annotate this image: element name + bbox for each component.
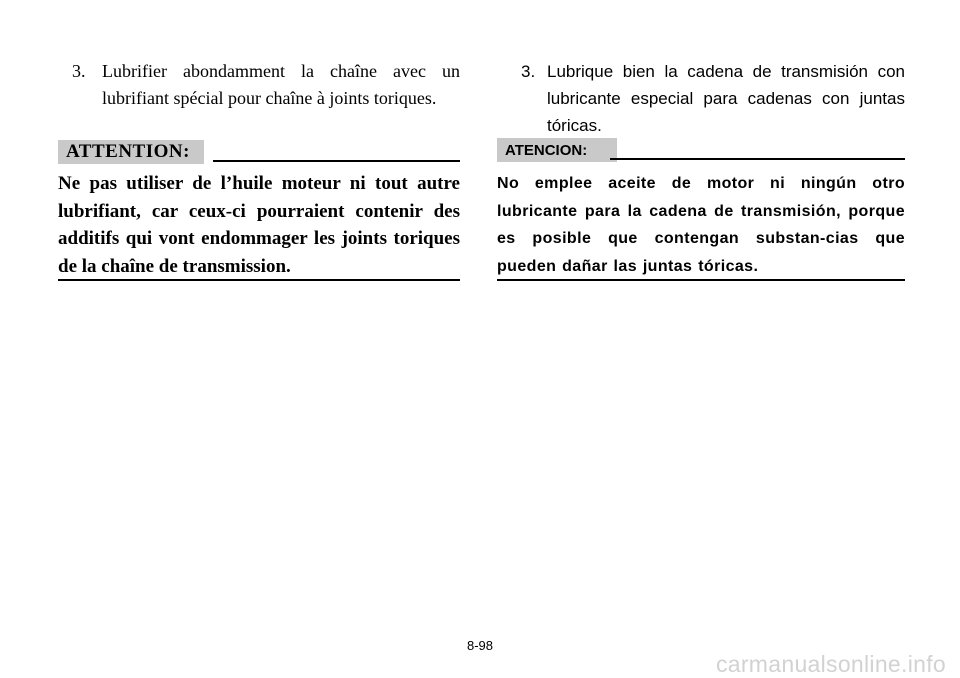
- caution-bottom-rule: [58, 279, 460, 281]
- caution-label: ATTENTION:: [58, 140, 204, 164]
- caution-header: [58, 140, 460, 166]
- step-number: 3.: [521, 62, 536, 81]
- caution-text: No emplee aceite de motor ni ningún otro lubricante para la cadena de transmisión, porque es posible que contengan substan-cias que pueden dañar las juntas tóricas.: [497, 175, 905, 275]
- caution-text: Ne pas utiliser de l’huile moteur ni tout autre lubrifiant, car ceux-ci pourraient contenir des additifs qui vont endommager les joints toriques de la chaîne de transmission.: [58, 173, 460, 277]
- caution-bottom-rule: [497, 279, 905, 281]
- caution-label: ATENCION:: [497, 138, 617, 162]
- watermark: carmanualsonline.info: [715, 651, 946, 677]
- page-number: 8-98: [466, 638, 494, 653]
- caution-header-rule: [213, 160, 460, 162]
- step-text: Lubrifier abondamment la chaîne avec un lubrifiant spécial pour chaîne à joints toriques.: [102, 61, 460, 108]
- step-text: Lubrique bien la cadena de transmisión con lubricante especial para cadenas con juntas tóricas.: [547, 62, 905, 135]
- caution-header-rule: [610, 158, 905, 160]
- caution-header: [497, 138, 905, 164]
- step-number: 3.: [72, 61, 86, 81]
